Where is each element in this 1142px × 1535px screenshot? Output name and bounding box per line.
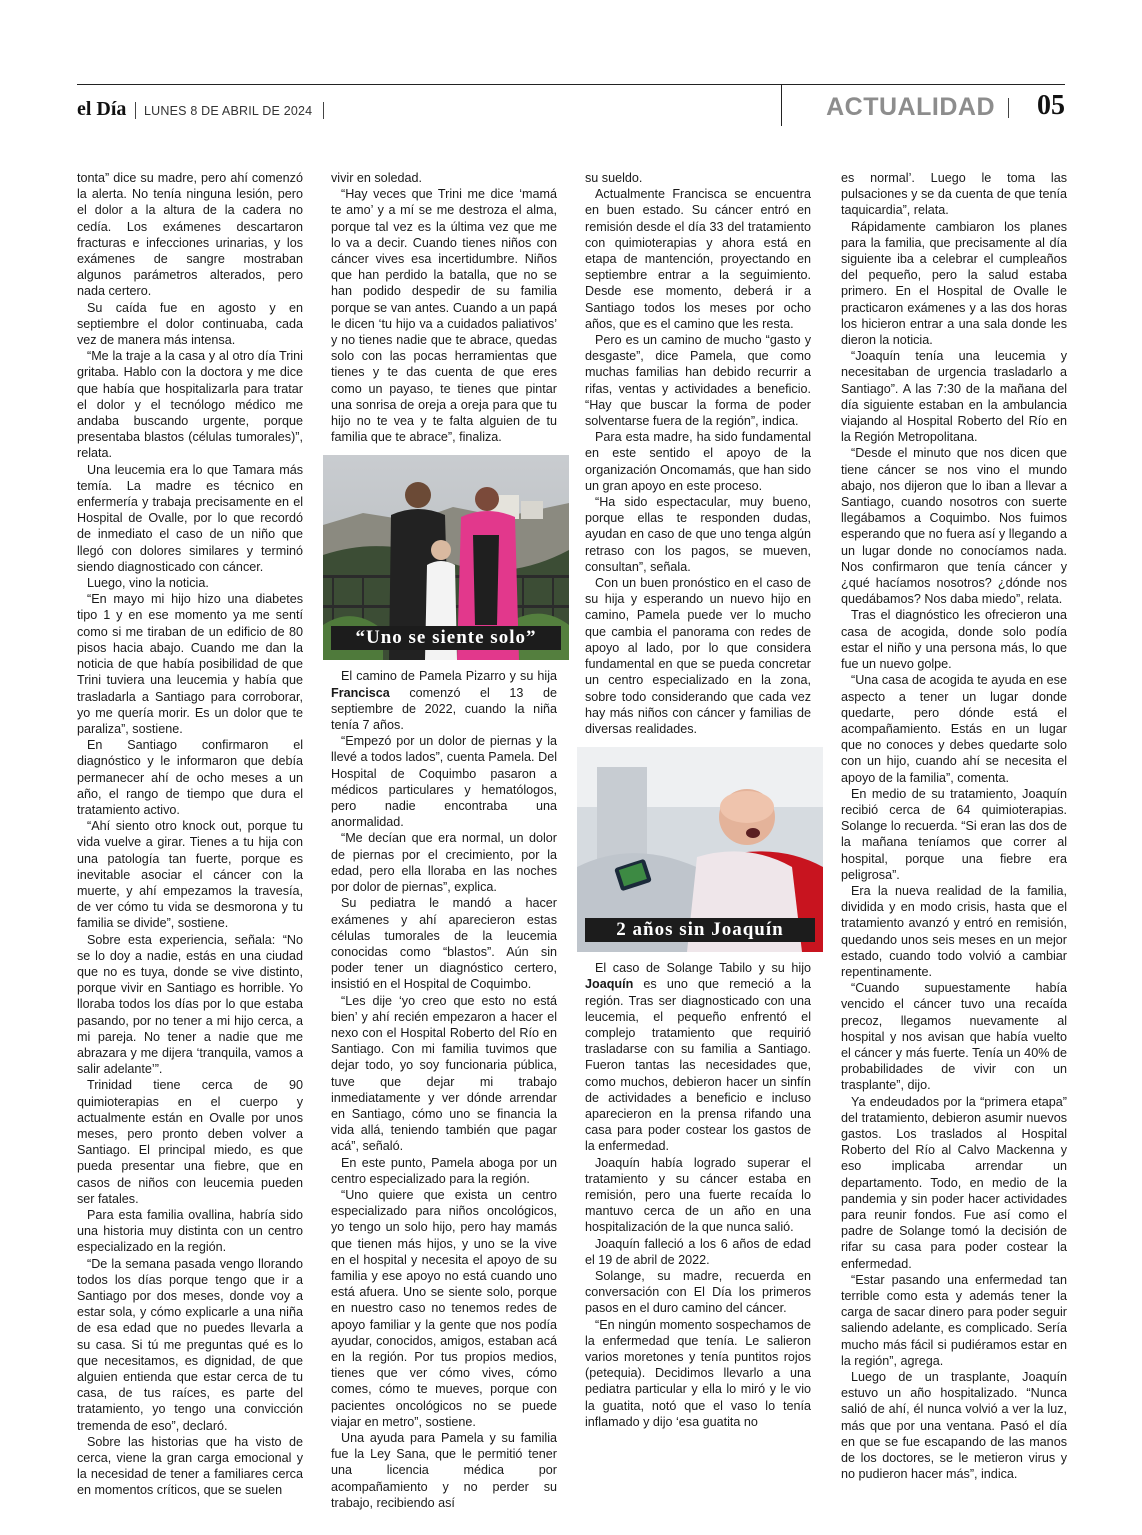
child-photo[interactable]	[577, 747, 823, 952]
paragraph: En medio de su tratamiento, Joaquín recibió cerca de 64 quimioterapias. Solange lo recuerda. “Si eran las dos de la mañana teníamos que correr al hospital, porque una fiebre era peligrosa”.	[841, 786, 1067, 882]
section-name: ACTUALIDAD	[826, 93, 995, 121]
paragraph: “De la semana pasada vengo llorando todos los días porque tengo que ir a Santiago por dos meses, donde voy a estar sola, y cómo explicarle a una niña de esa edad que no puedes llevarla a su casa. Si tú me preguntas qué es lo que necesitamos, es dignidad, de que alguien entienda que estar cerca de tu casa, de tus raíces, es parte del tratamiento, yo tengo una convicción tremenda de eso”, declaró.	[77, 1256, 303, 1433]
paragraph: “Me la traje a la casa y al otro día Trini gritaba. Hablo con la doctora y me dice que había que hospitalizarla para tratar el dolor y el tecnólogo médico me andaba buscando urgente, porque presentaba blastos (células tumorales)”, relata.	[77, 349, 303, 461]
paragraph: Sobre las historias que ha visto de cerca, viene la gran carga emocional y la necesidad de tener a familiares cerca en momentos críticos, que se suelen	[77, 1434, 303, 1498]
article-column-4	[841, 170, 1067, 1482]
article-column-2	[331, 170, 557, 1511]
header-divider	[1008, 98, 1009, 118]
paragraph: tonta” dice su madre, pero ahí comenzó la alerta. No tenía ninguna lesión, pero el dolor a la altura de la cadera no cedía. Los exámenes descartaron fracturas e infecciones urinarias, y los exámenes de sangre mostraban algunos parámetros alterados, pero nada certero.	[77, 171, 303, 299]
paragraph: En Santiago confirmaron el diagnóstico y le informaron que debía permanecer ahí de ocho meses a un año, el rango de tiempo que dura el tratamiento activo.	[77, 738, 303, 817]
paragraph: Rápidamente cambiaron los planes para la familia, que precisamente al día siguiente iba a celebrar el cumpleaños del pequeño, pero la salud estaba primero. En el Hospital de Ovalle le practicaron exámenes y a las dos horas los hicieron entrar a una sala donde les dieron la noticia.	[841, 219, 1067, 348]
paragraph	[331, 668, 557, 733]
page-number: 05	[1037, 90, 1065, 121]
page-header	[77, 88, 1065, 126]
header-divider	[135, 102, 136, 119]
paragraph: “Hay veces que Trini me dice ‘mamá te amo’ y a mí se me destroza el alma, porque tal vez es la última vez que me lo va a decir. Cuando tienes niños con cáncer vives esa incertidumbre. Niños que han perdido la batalla, que no se han podido despedir de su familia porque se van antes. Cuando a un papá le dicen ‘tu hijo va a cuidados paliativos’ y no tienes nadie que te abrace, quedas solo con las pocas herramientas que tienes y te das cuenta de que eres como un payaso, te tienes que pintar una sonrisa de oreja a oreja para que tu hijo no te vea y te falta alguien de tu familia que te abrace”, finaliza.	[331, 187, 557, 445]
paragraph: “Les dije ‘yo creo que esto no está bien’ y ahí recién empezaron a hacer el nexo con el Hospital Roberto del Río en Santiago. Con mi familia tuvimos que dejar todo, yo soy funcionaria pública, tuve que dejar mi trabajo inmediatamente y ver dónde arrendar en Santiago, cómo uno se financia la vida allá, teniendo también que pagar acá”, señaló.	[331, 993, 557, 1154]
paragraph: Ya endeudados por la “primera etapa” del tratamiento, debieron asumir nuevos gastos. Los traslados al Hospital Roberto del Río al Calvo Mackenna y eso implicaba arrendar un departamento. Todo, en medio de la pandemia y sin poder hacer actividades para reunir fondos. Fue así como el padre de Solange tomó la decisión de rifar su casa para poder costear la enfermedad.	[841, 1094, 1067, 1271]
paragraph: es normal’. Luego le toma las pulsaciones y se da cuenta de que tenía taquicardia”, relata.	[841, 171, 1067, 218]
paragraph: “Estar pasando una enfermedad tan terrible como esta y además tener la carga de sacar dinero para poder seguir saliendo adelante, es complicado. Sería mucho más fácil si pudiéramos estar en la región”, agrega.	[841, 1272, 1067, 1368]
paragraph-lead: El camino de Pamela Pizarro y su hija	[341, 669, 557, 684]
paragraph: Para esta madre, ha sido fundamental en este sentido el apoyo de la organización Oncomamás, que han sido un gran apoyo en este proceso.	[585, 430, 811, 493]
paragraph: Actualmente Francisca se encuentra en buen estado. Su cáncer entró en remisión desde el día 33 del tratamiento con quimioterapias y ahora está en etapa de mantención, proyectando en septiembre entrar a la seguimiento. Desde ese momento, deberá ir a Santiago todos los meses por ocho años, que es el camino que les resta.	[585, 187, 811, 331]
paragraph: su sueldo.	[585, 171, 643, 185]
person-name: Francisca	[331, 685, 390, 700]
paragraph: En este punto, Pamela aboga por un centro especializado para la región.	[331, 1155, 557, 1186]
masthead-logo[interactable]: el Día	[77, 98, 127, 120]
family-photo[interactable]	[323, 455, 569, 660]
paragraph: “En ningún momento sospechamos de la enfermedad que tenía. Le salieron varios moretones y tenía puntitos rojos (petequia). Decidimos llevarlo a una pediatra particular y ella lo miró y le vio la guatita, notó que el vaso lo tenía inflamado y dijo ‘esa guatita no	[585, 1317, 811, 1429]
paragraph: Su pediatra le mandó a hacer exámenes y ahí aparecieron estas células tumorales de la leucemia conocidas como “blastos”. Aún sin poder tener un diagnóstico certero, insistió en el Hospital de Coquimbo.	[331, 896, 557, 992]
paragraph: “Ahí siento otro knock out, porque tu vida vuelve a girar. Tienes a tu hija con una patología tan fuerte, porque es inevitable asociar el cáncer con la muerte, y ahí empezamos la travesía, de ver cómo tu vida se desmorona y tu familia se divide”, sostiene.	[77, 819, 303, 931]
header-divider	[323, 102, 324, 119]
paragraph: Joaquín había logrado superar el tratamiento y su cáncer estaba en remisión, pero una fuerte recaída lo mantuvo cerca de un año en una hospitalización de la que nunca salió.	[585, 1155, 811, 1235]
paragraph: “Una casa de acogida te ayuda en ese aspecto a tener un lugar donde quedarte, pero dónde está el acompañamiento. Estás en un lugar que no conoces y debes quedarte solo con un hijo, cuando ahí se necesita el apoyo de la familia”, comenta.	[841, 673, 1067, 785]
person-name: Joaquín	[585, 977, 634, 992]
paragraph: “Cuando supuestamente había vencido el cáncer tuvo una recaída precoz, llegamos nuevamente al hospital y nos avisan que había vuelto el cáncer y más fuerte. Tenía un 40% de probabilidades de vivir con un trasplante”, dijo.	[841, 981, 1067, 1093]
paragraph: Sobre esta experiencia, señala: “No se lo doy a nadie, estás en una ciudad que no es tuya, donde se vive distinto, porque vivir en Santiago es horrible. Yo lloraba todos los días por lo que estaba pasando, por no tener a mi hijo cerca, a mi pareja. No tener a nadie que me abrazara y me dijera ‘tranquila, vamos a salir adelante’”.	[77, 932, 303, 1077]
section-divider	[781, 84, 782, 126]
paragraph: Luego de un trasplante, Joaquín estuvo un año hospitalizado. “Nunca salió de ahí, él nunca volvió a ver la luz, más que por una ventana. Pasó el día en que se fue escapando de las manos de los doctores, se le metieron virus y no pudieron hacer más”, indica.	[841, 1370, 1067, 1482]
photo-caption: “Uno se siente solo”	[331, 626, 561, 650]
paragraph: Tras el diagnóstico les ofrecieron una casa de acogida, donde solo podía estar el niño y una persona más, lo que fue un nuevo golpe.	[841, 608, 1067, 672]
paragraph: vivir en soledad.	[331, 171, 423, 185]
paragraph-lead: El caso de Solange Tabilo y su hijo	[595, 961, 811, 976]
paragraph: Joaquín falleció a los 6 años de edad el 19 de abril de 2022.	[585, 1236, 811, 1267]
paragraph: Pero es un camino de mucho “gasto y desgaste”, dice Pamela, que como muchas familias han debido recurrir a rifas, ventas y actividades a beneficio. “Hay que buscar la forma de poder solventarse fuera de la región”, indica.	[585, 333, 811, 429]
paragraph: “Uno quiere que exista un centro especializado para niños oncológicos, yo tengo un solo hijo, pero hay mamás que tienen más hijos, y uno se la vive en el hospital y necesita el apoyo de su familia y ese apoyo no está cuando uno está afuera. Uno se siente solo, porque en nuestro caso no tenemos redes de apoyo familiar y la gente que nos podía ayudar, conocidos, amigos, estaban acá en la región. Por tus propios medios, tienes que ver cómo vives, cómo comes, cómo te mueves, porque con pacientes oncológicos no se puede viajar en metro”, sostiene.	[331, 1187, 557, 1429]
article-column-1	[77, 170, 303, 1499]
article-column-3	[585, 170, 811, 1430]
paragraph: Solange, su madre, recuerda en conversación con El Día los primeros pasos en el duro camino del cáncer.	[585, 1268, 811, 1316]
paragraph: Con un buen pronóstico en el caso de su hija y esperando un nuevo hijo en camino, Pamela puede ver lo mucho que cambia el panorama con redes de apoyo al lado, por lo que considera fundamental en que se pueda concretar un centro especializado en la zona, sobre todo considerando que cada vez hay más niños con cáncer y familias de diversas realidades.	[585, 576, 811, 736]
paragraph: “Empezó por un dolor de piernas y la llevé a todos lados”, cuenta Pamela. Del Hospital de Coquimbo pasaron a médicos particulares y hematólogos, pero nadie encontraba una anormalidad.	[331, 734, 557, 830]
issue-date: LUNES 8 DE ABRIL DE 2024	[144, 104, 313, 118]
paragraph: Para esta familia ovallina, habría sido una historia muy distinta con un centro especializado en la región.	[77, 1208, 303, 1255]
paragraph: Trinidad tiene cerca de 90 quimioterapias en el cuerpo y actualmente están en Ovalle por unos meses, pero pronto deben volver a Santiago. El principal miedo, es que pueda presentar una fiebre, que en casos de niños con leucemia pueden ser fatales.	[77, 1078, 303, 1206]
paragraph	[585, 960, 811, 1154]
photo-caption: 2 años sin Joaquín	[585, 918, 815, 942]
paragraph: “Me decían que era normal, un dolor de piernas por el crecimiento, por la edad, pero ella lloraba en las noches por dolor de piernas”, explica.	[331, 831, 557, 895]
paragraph: “Desde el minuto que nos dicen que tiene cáncer se nos vino el mundo abajo, nos dijeron que lo iban a llevar a Santiago, cuando nosotros con suerte llegábamos a Coquimbo. Nos fuimos esperando que no fuera así y llegando a un lugar donde no conocíamos nada. Nos confirmaron que tenía cáncer y ¿qué hacíamos nosotros? ¿dónde nos quedábamos? Nos daba miedo”, relata.	[841, 446, 1067, 607]
paragraph: Una leucemia era lo que Tamara más temía. La madre es técnico en enfermería y trabaja precisamente en el Hospital de Ovalle, por lo que recordó de inmediato el caso de un niño que llegó con dolores similares y terminó siendo diagnosticado con cáncer.	[77, 462, 303, 574]
paragraph-rest: es uno que remeció a la región. Tras ser diagnosticado con una leucemia, el pequeño enfrentó el complejo tratamiento que requirió trasladarse con su familia a Santiago. Fueron tantas las necesidades que, como muchos, debieron hacer un sinfín de actividades a beneficio e incluso aparecieron en la prensa rifando una casa para poder costear los gastos de la enfermedad.	[585, 977, 811, 1154]
paragraph: “Ha sido espectacular, muy bueno, porque ellas te responden dudas, ayudan en caso de que uno tenga algún retraso con los pagos, se mueven, consultan”, señala.	[585, 495, 811, 574]
header-rule	[77, 84, 1065, 85]
paragraph: “Joaquín tenía una leucemia y necesitaban de urgencia trasladarlo a Santiago”. A las 7:30 de la mañana del día siguiente estaban en la ambulancia viajando al Hospital Roberto del Río en la Región Metropolitana.	[841, 349, 1067, 445]
paragraph: Su caída fue en agosto y en septiembre el dolor continuaba, cada vez de manera más intensa.	[77, 300, 303, 348]
paragraph: Una ayuda para Pamela y su familia fue la Ley Sana, que le permitió tener una licencia médica por acompañamiento y no perder su trabajo, recibiendo así	[331, 1431, 557, 1510]
paragraph: Era la nueva realidad de la familia, dividida y en modo crisis, hasta que el tratamiento avanzó y entró en remisión, quedando unos seis meses en un mejor estado, cuando todo volvió a cambiar repentinamente.	[841, 883, 1067, 979]
paragraph: “En mayo mi hijo hizo una diabetes tipo 1 y en ese momento ya me sentí como si me tiraban de un edificio de 80 pisos hacia abajo. Cuando me dan la noticia de que había posibilidad de que Trini tuviera una leucemia y había que trasladarla a Santiago para corroborar, yo me quería morir. Es un dolor que te paraliza”, sostiene.	[77, 592, 303, 736]
paragraph: Luego, vino la noticia.	[87, 576, 209, 591]
paragraph-rest: comenzó el 13 de septiembre de 2022, cuando la niña tenía 7 años.	[331, 685, 557, 733]
